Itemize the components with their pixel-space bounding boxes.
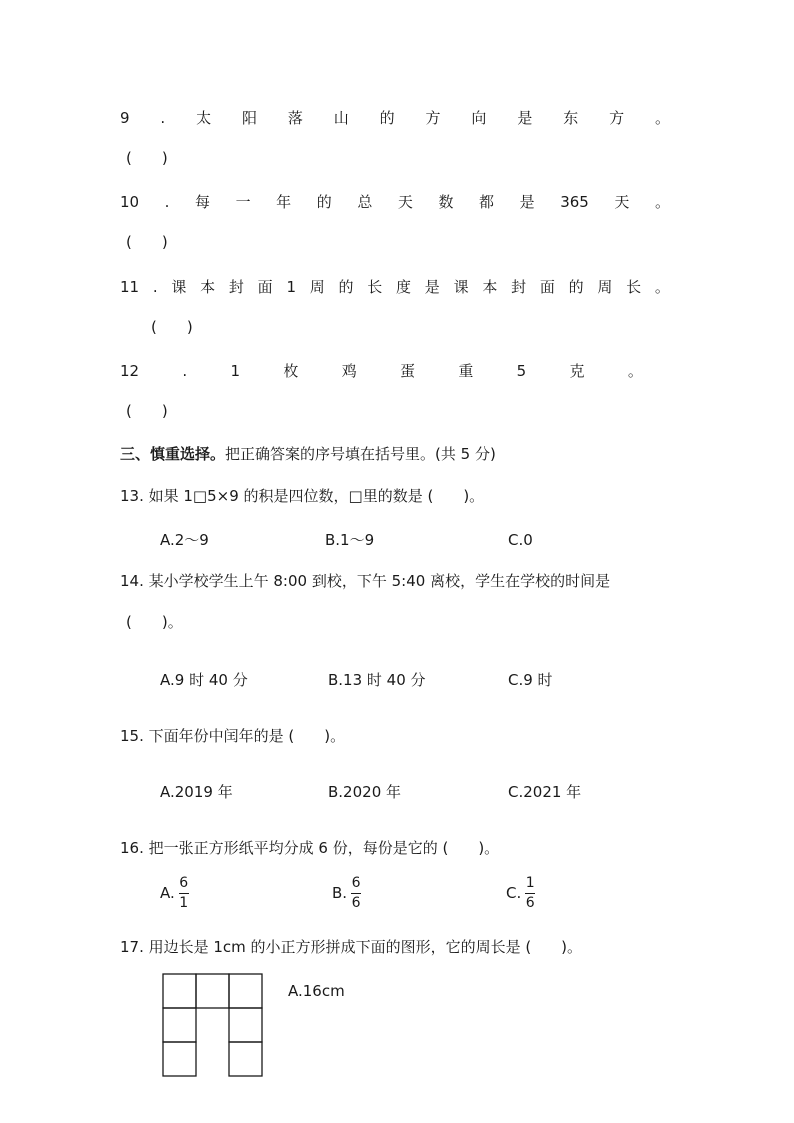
question-text-char: .	[160, 109, 166, 127]
question-text-char: 面	[539, 278, 555, 296]
question-text-char: 都	[479, 193, 495, 211]
question-text-char: 天	[397, 193, 413, 211]
question-15-option-a[interactable]: A.2019 年	[160, 783, 233, 801]
question-text-char: 重	[458, 362, 474, 380]
numerator: 6	[179, 875, 189, 891]
question-text-char: 11	[120, 278, 140, 296]
question-13-text: 13. 如果 1□5×9 的积是四位数，□里的数是 ( )。	[120, 487, 485, 505]
fraction	[179, 876, 189, 910]
question-text-char: 每	[195, 193, 211, 211]
question-text-char: 封	[511, 278, 527, 296]
question-text-char: 是	[424, 278, 440, 296]
question-text-char: 10	[120, 193, 140, 211]
question-text-char: 是	[517, 109, 533, 127]
question-text-char: 的	[379, 109, 395, 127]
denominator: 1	[179, 894, 189, 911]
question-text-char: .	[152, 278, 158, 296]
question-text-char: 面	[257, 278, 273, 296]
denominator: 6	[351, 894, 361, 911]
question-16-option-c[interactable]	[506, 876, 535, 910]
question-14-option-c[interactable]: C.9 时	[508, 671, 553, 689]
question-11-answer-blank[interactable]: ( )	[151, 318, 193, 336]
question-text-char: 东	[563, 109, 579, 127]
fraction-bar	[351, 893, 361, 894]
question-text-char: 本	[482, 278, 498, 296]
section-3-heading	[120, 447, 496, 462]
question-12-line	[120, 364, 643, 379]
fraction-bar	[525, 893, 535, 894]
grid-square	[229, 974, 262, 1008]
question-text-char: 。	[654, 109, 670, 127]
question-17-option-a[interactable]: A.16cm	[288, 982, 345, 1000]
question-text-char: 鸡	[341, 362, 357, 380]
question-14-option-a[interactable]: A.9 时 40 分	[160, 671, 248, 689]
question-9-answer-blank[interactable]: ( )	[126, 149, 168, 167]
numerator: 6	[351, 875, 361, 891]
square-grid-figure	[162, 973, 264, 1077]
question-text-char: 总	[357, 193, 373, 211]
grid-square	[229, 1042, 262, 1076]
question-text-char: 本	[200, 278, 216, 296]
question-text-char: 山	[333, 109, 349, 127]
grid-square	[229, 1008, 262, 1042]
question-text-char: 一	[235, 193, 251, 211]
question-15-text: 15. 下面年份中闰年的是 ( )。	[120, 727, 346, 745]
question-17-text: 17. 用边长是 1cm 的小正方形拼成下面的图形，它的周长是 ( )。	[120, 938, 583, 956]
grid-square	[163, 1008, 196, 1042]
question-text-char: 落	[287, 109, 303, 127]
question-text-char: 方	[609, 109, 625, 127]
question-11-line	[120, 280, 670, 295]
question-16-option-a[interactable]	[160, 876, 189, 910]
question-text-char: 5	[516, 362, 527, 380]
fraction	[351, 876, 361, 910]
question-text-char: 长	[626, 278, 642, 296]
question-text-char: 太	[196, 109, 212, 127]
question-text-char: 向	[471, 109, 487, 127]
question-text-char: 1	[286, 278, 296, 296]
question-13-option-b[interactable]: B.1～9	[325, 531, 375, 549]
question-10-answer-blank[interactable]: ( )	[126, 233, 168, 251]
question-text-char: 周	[309, 278, 325, 296]
question-14-text: 14. 某小学校学生上午 8:00 到校，下午 5:40 离校，学生在学校的时间是	[120, 572, 611, 590]
question-text-char: 1	[230, 362, 241, 380]
question-9-line	[120, 111, 670, 126]
question-text-char: 的	[316, 193, 332, 211]
question-text-char: 。	[654, 193, 670, 211]
grid-square	[163, 1042, 196, 1076]
question-13-option-a[interactable]: A.2～9	[160, 531, 209, 549]
question-text-char: 12	[120, 362, 140, 380]
question-text-char: 长	[367, 278, 383, 296]
question-15-option-b[interactable]: B.2020 年	[328, 783, 402, 801]
section-3-instruction: 把正确答案的序号填在括号里。(共 5 分)	[225, 445, 496, 463]
grid-square	[196, 974, 229, 1008]
question-text-char: 。	[654, 278, 670, 296]
question-text-char: 是	[519, 193, 535, 211]
section-3-title: 三、慎重选择。	[120, 445, 226, 463]
fraction	[525, 876, 535, 910]
question-text-char: 年	[276, 193, 292, 211]
grid-square	[163, 974, 196, 1008]
question-13-option-c[interactable]: C.0	[508, 531, 533, 549]
question-16-option-b[interactable]	[332, 876, 361, 910]
question-text-char: 天	[614, 193, 630, 211]
question-text-char: 度	[396, 278, 412, 296]
numerator: 1	[525, 875, 535, 891]
question-text-char: 方	[425, 109, 441, 127]
question-text-char: 课	[453, 278, 469, 296]
denominator: 6	[525, 894, 535, 911]
question-text-char: 的	[568, 278, 584, 296]
question-15-option-c[interactable]: C.2021 年	[508, 783, 582, 801]
question-text-char: 周	[597, 278, 613, 296]
option-label: C.	[506, 883, 522, 902]
question-text-char: 的	[338, 278, 354, 296]
question-14-option-b[interactable]: B.13 时 40 分	[328, 671, 426, 689]
question-text-char: 365	[560, 193, 589, 211]
question-text-char: 数	[438, 193, 454, 211]
question-12-answer-blank[interactable]: ( )	[126, 402, 168, 420]
fraction-bar	[179, 893, 189, 894]
question-text-char: 9	[120, 109, 130, 127]
question-14-answer-blank[interactable]: ( )。	[126, 613, 183, 631]
question-text-char: .	[182, 362, 188, 380]
question-text-char: 阳	[241, 109, 257, 127]
question-text-char: .	[164, 193, 170, 211]
question-text-char: 克	[569, 362, 585, 380]
question-16-text: 16. 把一张正方形纸平均分成 6 份，每份是它的 ( )。	[120, 839, 500, 857]
question-text-char: 课	[171, 278, 187, 296]
option-label: B.	[332, 883, 348, 902]
option-label: A.	[160, 883, 175, 902]
question-text-char: 。	[627, 362, 643, 380]
question-text-char: 蛋	[400, 362, 416, 380]
question-text-char: 封	[228, 278, 244, 296]
question-text-char: 枚	[283, 362, 299, 380]
question-10-line	[120, 195, 670, 210]
